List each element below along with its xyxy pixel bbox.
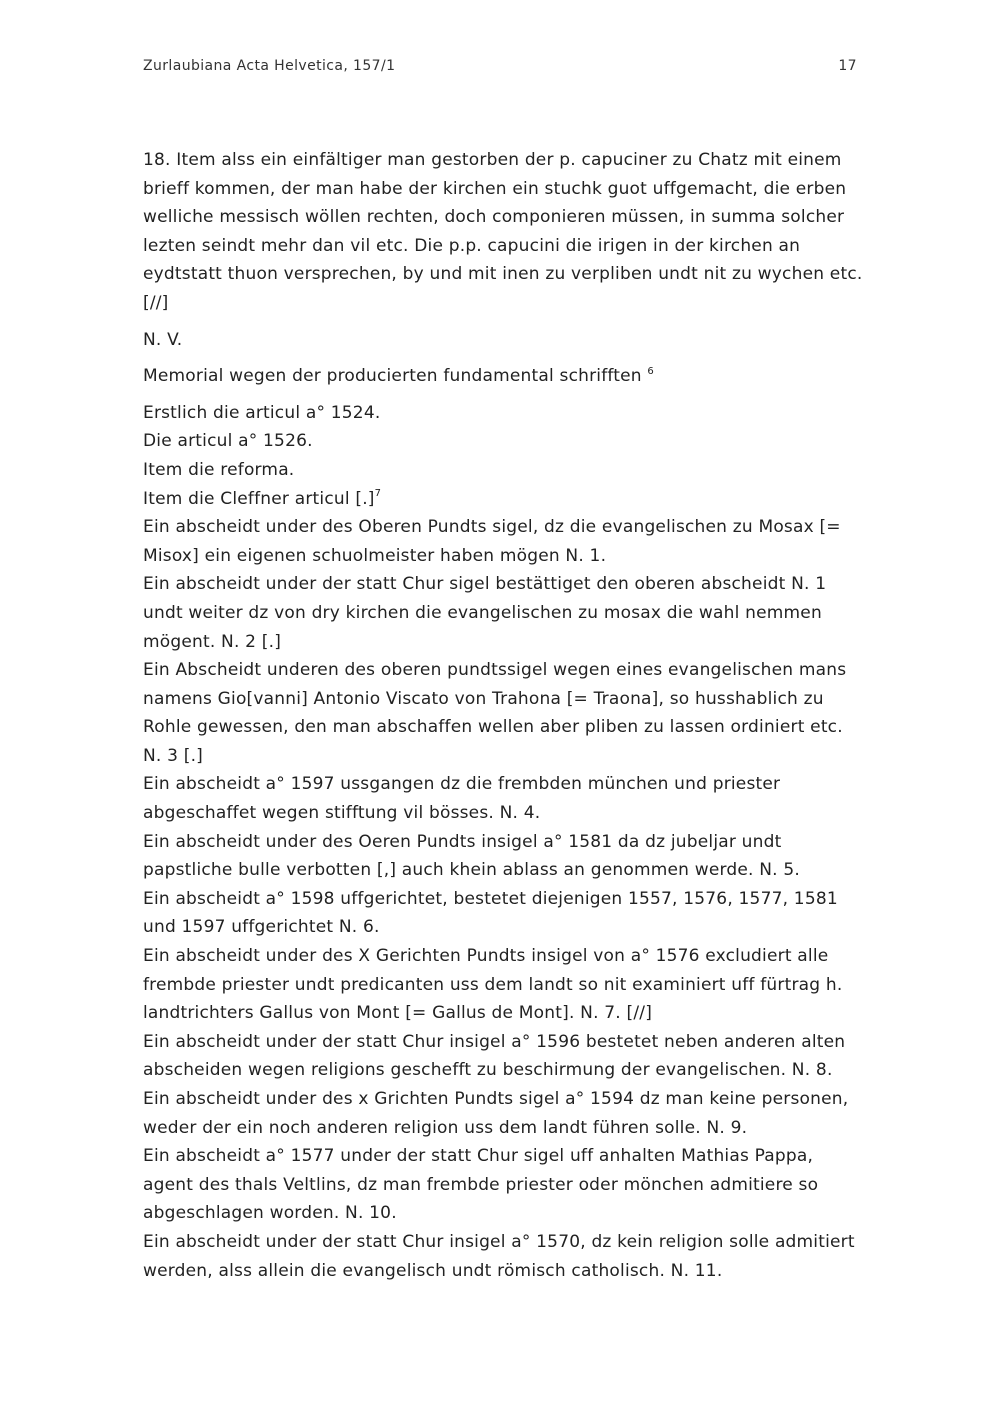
list-item: Ein abscheidt under der statt Chur sigel bestättiget den oberen abscheidt N. 1 undt weiter dz von dry kirchen die evangelischen zu mosax die wahl nemmen mögent. N. 2 [.] [143,574,827,652]
memorial-heading [143,362,863,391]
body-text [143,146,863,1285]
list-item: Item die reforma. [143,459,295,480]
document-list [143,399,863,1285]
footnote-mark-6: 6 [647,365,654,377]
list-item: Ein abscheidt under der statt Chur insigel a° 1596 bestetet neben anderen alten abscheiden wegen religions geschefft zu beschirmung der evangelischen. N. 8. [143,1031,846,1081]
list-item: Ein abscheidt under des Oberen Pundts sigel, dz die evangelischen zu Mosax [= Misox] ein eigenen schuolmeister haben mögen N. 1. [143,517,841,566]
section-heading: N. V. [143,329,183,350]
footnote-mark-7: 7 [374,487,382,499]
list-item: Erstlich die articul a° 1524. [143,402,381,423]
list-item: Ein abscheidt under der statt Chur insigel a° 1570, dz kein religion solle admitiert werden, alss allein die evangelisch undt römisch catholisch. N. 11. [143,1231,855,1281]
running-header-title: Zurlaubiana Acta Helvetica, 157/1 [143,58,396,74]
paragraph-item-18: 18. Item alss ein einfältiger man gestorben der p. capuciner zu Chatz mit einem brieff kommen, der man habe der kirchen ein stuchk guot uffgemacht, die erben welliche messisch wöllen rechten, doch componieren müssen, in summa solcher lezten seindt mehr dan vil etc. Die p.p. capucini die irigen in der kirchen an eydtstatt thuon versprechen, by und mit inen zu verpliben undt nit zu wychen etc. [//] [143,150,863,313]
cleffner-text: Item die Cleffner articul [.] [143,488,375,509]
list-item: Ein abscheidt under des Oeren Pundts insigel a° 1581 da dz jubeljar undt papstliche bulle verbotten [,] auch khein ablass an genommen werde. N. 5. [143,831,800,881]
list-item: Ein abscheidt a° 1597 ussgangen dz die frembden münchen und priester abgeschaffet wegen stifftung vil bösses. N. 4. [143,774,781,824]
memorial-heading-text: Memorial wegen der producierten fundamental schrifften [143,366,642,387]
list-item: Ein abscheidt under des x Grichten Pundts sigel a° 1594 dz man keine personen, weder der ein noch anderen religion uss dem landt führen solle. N. 9. [143,1089,849,1138]
list-item: Ein abscheidt a° 1577 under der statt Chur sigel uff anhalten Mathias Pappa, agent des thals Veltlins, dz man frembde priester oder mönchen admitiere so abgeschlagen worden. N. 10. [143,1146,819,1224]
list-item [143,485,863,514]
list-item: Ein abscheidt under des X Gerichten Pundts insigel von a° 1576 excludiert alle frembde priester undt predicanten uss dem landt so nit examiniert uff fürtrag h. landtrichters Gallus von Mont [= Gallus de Mont]. N. 7. [//] [143,946,843,1024]
list-item: Die articul a° 1526. [143,431,313,452]
page-number: 17 [838,58,857,74]
list-item: Ein Abscheidt underen des oberen pundtssigel wegen eines evangelischen mans namens Gio[vanni] Antonio Viscato von Trahona [= Traona], so husshablich zu Rohle gewessen, den man abschaffen wellen aber pliben zu lassen ordiniert etc. N. 3 [.] [143,660,847,766]
list-item: Ein abscheidt a° 1598 uffgerichtet, bestetet diejenigen 1557, 1576, 1577, 1581 und 1597 uffgerichtet N. 6. [143,888,838,938]
running-header [143,58,857,80]
